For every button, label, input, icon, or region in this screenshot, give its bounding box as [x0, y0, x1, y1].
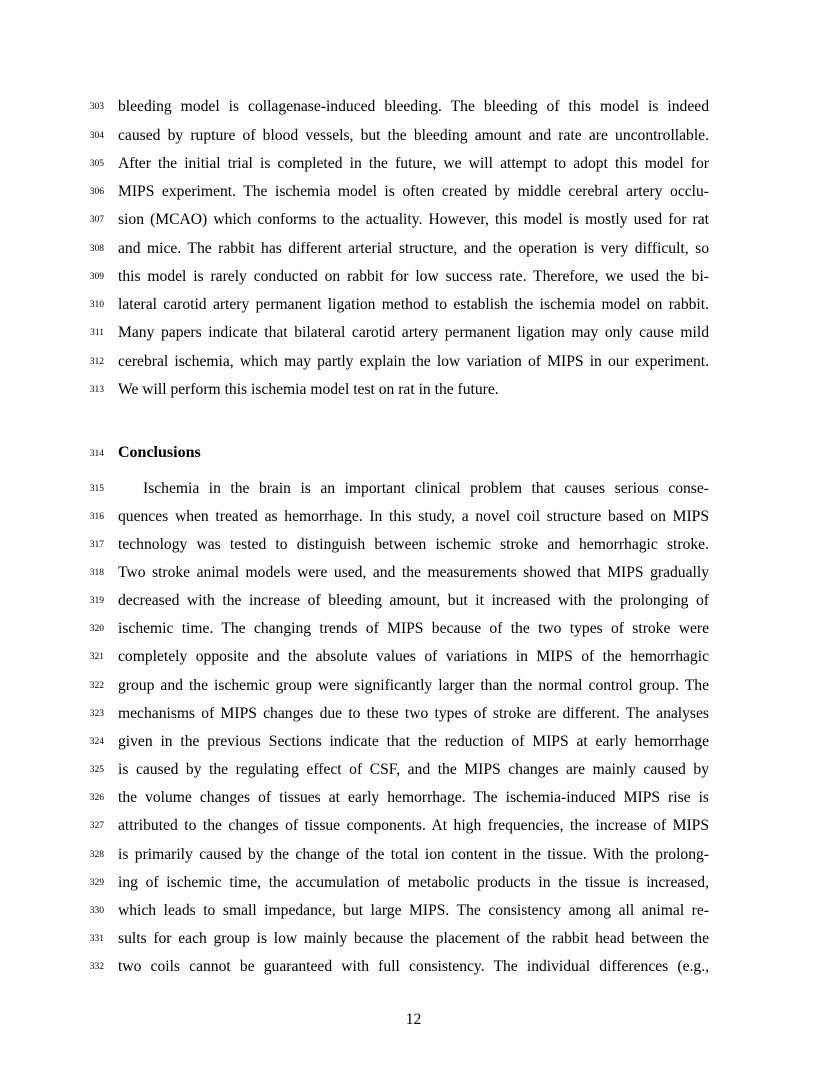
line-number: 315	[89, 484, 104, 494]
section-heading: Conclusions	[118, 444, 201, 461]
line-number: 325	[89, 765, 104, 775]
line-number: 314	[89, 449, 104, 459]
line-number: 318	[89, 568, 104, 578]
body-text-line: mechanisms of MIPS changes due to these two types of stroke are different. The analyses	[118, 705, 709, 722]
line-number: 332	[89, 962, 104, 972]
line-number: 304	[89, 131, 104, 141]
line-number: 308	[89, 244, 104, 254]
body-text-line: Many papers indicate that bilateral carotid artery permanent ligation may only cause mild	[118, 324, 709, 341]
body-text-line: cerebral ischemia, which may partly explain the low variation of MIPS in our experiment.	[118, 353, 709, 370]
body-text-line: caused by rupture of blood vessels, but the bleeding amount and rate are uncontrollable.	[118, 127, 709, 144]
body-text-line: group and the ischemic group were significantly larger than the normal control group. The	[118, 677, 709, 694]
line-number: 316	[89, 512, 104, 522]
body-text-line: After the initial trial is completed in the future, we will attempt to adopt this model for	[118, 155, 709, 172]
body-text-line: and mice. The rabbit has different arterial structure, and the operation is very difficult, so	[118, 240, 709, 257]
line-number: 310	[89, 300, 104, 310]
body-text-line: decreased with the increase of bleeding amount, but it increased with the prolonging of	[118, 592, 709, 609]
line-number: 307	[89, 215, 104, 225]
body-text-line: is primarily caused by the change of the total ion content in the tissue. With the prolong-	[118, 846, 709, 863]
line-number: 303	[89, 102, 104, 112]
line-number: 326	[89, 793, 104, 803]
body-text-line: lateral carotid artery permanent ligation method to establish the ischemia model on rabbit.	[118, 296, 709, 313]
body-text-line: Ischemia in the brain is an important clinical problem that causes serious conse-	[143, 480, 709, 497]
page-number: 12	[405, 1011, 422, 1028]
body-text-line: two coils cannot be guaranteed with full consistency. The individual differences (e.g.,	[118, 958, 709, 975]
line-number: 305	[89, 159, 104, 169]
line-number: 324	[89, 737, 104, 747]
line-number: 327	[89, 821, 104, 831]
line-number: 321	[89, 652, 104, 662]
body-text-line: the volume changes of tissues at early hemorrhage. The ischemia-induced MIPS rise is	[118, 789, 709, 806]
line-number: 313	[89, 385, 104, 395]
line-number: 319	[89, 596, 104, 606]
body-text-line: We will perform this ischemia model test on rat in the future.	[118, 381, 499, 398]
line-number: 331	[89, 934, 104, 944]
line-number: 329	[89, 878, 104, 888]
body-text-line: sion (MCAO) which conforms to the actuality. However, this model is mostly used for rat	[118, 211, 709, 228]
body-text-line: which leads to small impedance, but large MIPS. The consistency among all animal re-	[118, 902, 709, 919]
line-number: 309	[89, 272, 104, 282]
body-text-line: given in the previous Sections indicate that the reduction of MIPS at early hemorrhage	[118, 733, 709, 750]
line-number: 322	[89, 681, 104, 691]
line-number: 328	[89, 850, 104, 860]
body-text-line: technology was tested to distinguish between ischemic stroke and hemorrhagic stroke.	[118, 536, 709, 553]
body-text-line: is caused by the regulating effect of CSF, and the MIPS changes are mainly caused by	[118, 761, 709, 778]
body-text-line: quences when treated as hemorrhage. In this study, a novel coil structure based on MIPS	[118, 508, 709, 525]
body-text-line: ing of ischemic time, the accumulation of metabolic products in the tissue is increased,	[118, 874, 709, 891]
line-number: 330	[89, 906, 104, 916]
body-text-line: completely opposite and the absolute values of variations in MIPS of the hemorrhagic	[118, 648, 709, 665]
line-number: 317	[89, 540, 104, 550]
line-number: 311	[90, 328, 104, 338]
body-text-line: sults for each group is low mainly because the placement of the rabbit head between the	[118, 930, 709, 947]
line-number: 306	[89, 187, 104, 197]
body-text-line: bleeding model is collagenase-induced bleeding. The bleeding of this model is indeed	[118, 98, 709, 115]
body-text-line: MIPS experiment. The ischemia model is often created by middle cerebral artery occlu-	[118, 183, 709, 200]
body-text-line: this model is rarely conducted on rabbit for low success rate. Therefore, we used the bi-	[118, 268, 709, 285]
body-text-line: ischemic time. The changing trends of MIPS because of the two types of stroke were	[118, 620, 709, 637]
line-number: 323	[89, 709, 104, 719]
body-text-line: attributed to the changes of tissue components. At high frequencies, the increase of MIPS	[118, 817, 709, 834]
body-text-line: Two stroke animal models were used, and the measurements showed that MIPS gradually	[118, 564, 709, 581]
line-number: 320	[89, 624, 104, 634]
line-number: 312	[89, 357, 104, 367]
